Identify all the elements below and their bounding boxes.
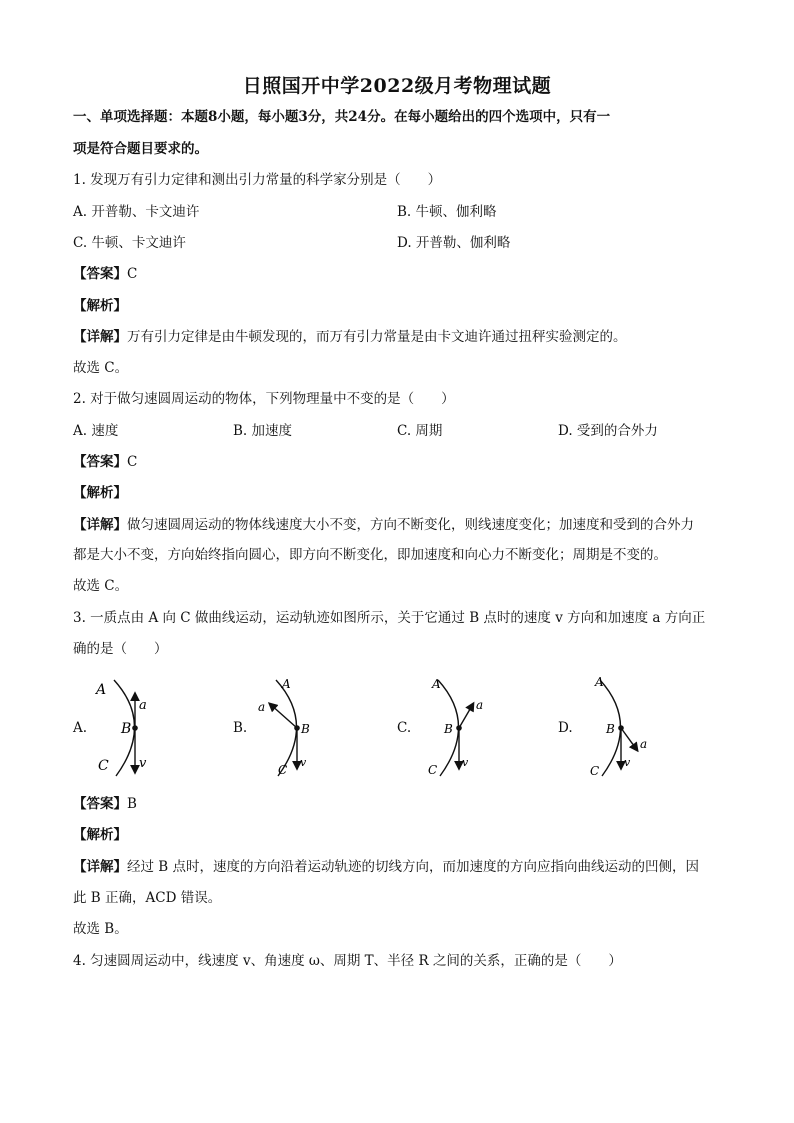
label-velocity: v bbox=[139, 756, 147, 771]
q1-analysis-label bbox=[73, 297, 127, 315]
q3-answer bbox=[73, 795, 137, 813]
q2-conclusion: 故选 C。 bbox=[73, 578, 129, 594]
label-c-point: C bbox=[278, 763, 288, 777]
q3-stem-2: 确的是（ ） bbox=[73, 641, 168, 657]
acceleration-arrow bbox=[621, 728, 637, 750]
q3-figure-d bbox=[578, 672, 648, 782]
answer-label: 【答案】 bbox=[73, 266, 127, 282]
q3-figure-a bbox=[92, 672, 162, 782]
label-a-point: A bbox=[595, 675, 604, 689]
q1-detail bbox=[73, 328, 627, 346]
label-c-point: C bbox=[590, 764, 600, 778]
q1-conclusion: 故选 C。 bbox=[73, 360, 129, 376]
q2-detail-2: 都是大小不变，方向始终指向圆心，即方向不断变化，即加速度和向心力不断变化；周期是不变的。 bbox=[73, 547, 667, 563]
q2-option-c: C. 周期 bbox=[397, 423, 443, 439]
acceleration-arrow bbox=[459, 704, 473, 728]
analysis-label: 【解析】 bbox=[73, 485, 127, 501]
label-velocity: v bbox=[300, 756, 307, 769]
label-a-point: A bbox=[282, 677, 291, 691]
q3-figure-option-a-label: A. bbox=[73, 720, 88, 736]
q3-answer-value: B bbox=[127, 796, 137, 812]
q3-analysis-label bbox=[73, 826, 127, 844]
detail-label: 【详解】 bbox=[73, 859, 127, 875]
q2-answer-value: C bbox=[127, 454, 138, 470]
label-acceleration: a bbox=[258, 700, 266, 714]
answer-label: 【答案】 bbox=[73, 454, 127, 470]
q1-option-c: C. 牛顿、卡文迪许 bbox=[73, 235, 186, 251]
q2-detail-text-1: 做匀速圆周运动的物体线速度大小不变，方向不断变化，则线速度变化；加速度和受到的合外力 bbox=[127, 517, 694, 533]
label-b-point: B bbox=[444, 722, 453, 736]
q3-conclusion: 故选 B。 bbox=[73, 921, 128, 937]
label-c-point: C bbox=[428, 763, 438, 777]
page-title: 日照国开中学2022级月考物理试题 bbox=[242, 75, 552, 97]
q1-stem: 1. 发现万有引力定律和测出引力常量的科学家分别是（ ） bbox=[73, 172, 442, 188]
q3-detail-1 bbox=[73, 858, 699, 876]
q4-stem: 4. 匀速圆周运动中，线速度 v、角速度 ω、周期 T、半径 R 之间的关系，正确的是（ ） bbox=[73, 953, 622, 969]
section-heading-line-2: 项是符合题目要求的。 bbox=[73, 141, 208, 157]
q3-detail-text-1: 经过 B 点时，速度的方向沿着运动轨迹的切线方向，而加速度的方向应指向曲线运动的凹侧，因 bbox=[127, 859, 700, 875]
label-velocity: v bbox=[624, 756, 631, 769]
label-acceleration: a bbox=[476, 698, 484, 712]
q2-option-d: D. 受到的合外力 bbox=[558, 423, 658, 439]
q3-figure-c bbox=[416, 672, 486, 782]
label-acceleration: a bbox=[640, 737, 648, 751]
q2-option-b: B. 加速度 bbox=[233, 423, 293, 439]
label-c-point: C bbox=[98, 758, 109, 774]
q3-figure-option-b-label: B. bbox=[233, 720, 248, 736]
q2-detail-1 bbox=[73, 516, 694, 534]
section-heading-line-1: 一、单项选择题：本题8小题，每小题3分，共24分。在每小题给出的四个选项中，只有一 bbox=[73, 109, 611, 125]
label-b-point: B bbox=[301, 722, 310, 736]
analysis-label: 【解析】 bbox=[73, 298, 127, 314]
q1-option-b: B. 牛顿、伽利略 bbox=[397, 204, 497, 220]
q1-option-a: A. 开普勒、卡文迪许 bbox=[73, 204, 200, 220]
q2-answer bbox=[73, 453, 137, 471]
detail-label: 【详解】 bbox=[73, 517, 127, 533]
label-acceleration: a bbox=[139, 698, 147, 713]
q3-figure-option-d-label: D. bbox=[558, 720, 573, 736]
q1-answer-value: C bbox=[127, 266, 138, 282]
q1-detail-text: 万有引力定律是由牛顿发现的，而万有引力常量是由卡文迪许通过扭秤实验测定的。 bbox=[127, 329, 627, 345]
label-velocity: v bbox=[462, 756, 469, 769]
q2-stem: 2. 对于做匀速圆周运动的物体，下列物理量中不变的是（ ） bbox=[73, 391, 455, 407]
label-a-point: A bbox=[96, 682, 107, 698]
q3-detail-2: 此 B 正确，ACD 错误。 bbox=[73, 890, 222, 906]
q3-stem-1: 3. 一质点由 A 向 C 做曲线运动，运动轨迹如图所示，关于它通过 B 点时的速度 v 方向和加速度 a 方向正 bbox=[73, 610, 706, 626]
answer-label: 【答案】 bbox=[73, 796, 127, 812]
label-a-point: A bbox=[432, 677, 441, 691]
label-b-point: B bbox=[606, 722, 615, 736]
q2-option-a: A. 速度 bbox=[73, 423, 119, 439]
trajectory-curve bbox=[276, 680, 297, 776]
label-b-point: B bbox=[121, 721, 132, 737]
q1-option-d: D. 开普勒、伽利略 bbox=[397, 235, 511, 251]
q2-analysis-label bbox=[73, 484, 127, 502]
q1-answer bbox=[73, 265, 137, 283]
detail-label: 【详解】 bbox=[73, 329, 127, 345]
q3-figure-b bbox=[254, 672, 324, 782]
q3-figure-option-c-label: C. bbox=[397, 720, 412, 736]
analysis-label: 【解析】 bbox=[73, 827, 127, 843]
